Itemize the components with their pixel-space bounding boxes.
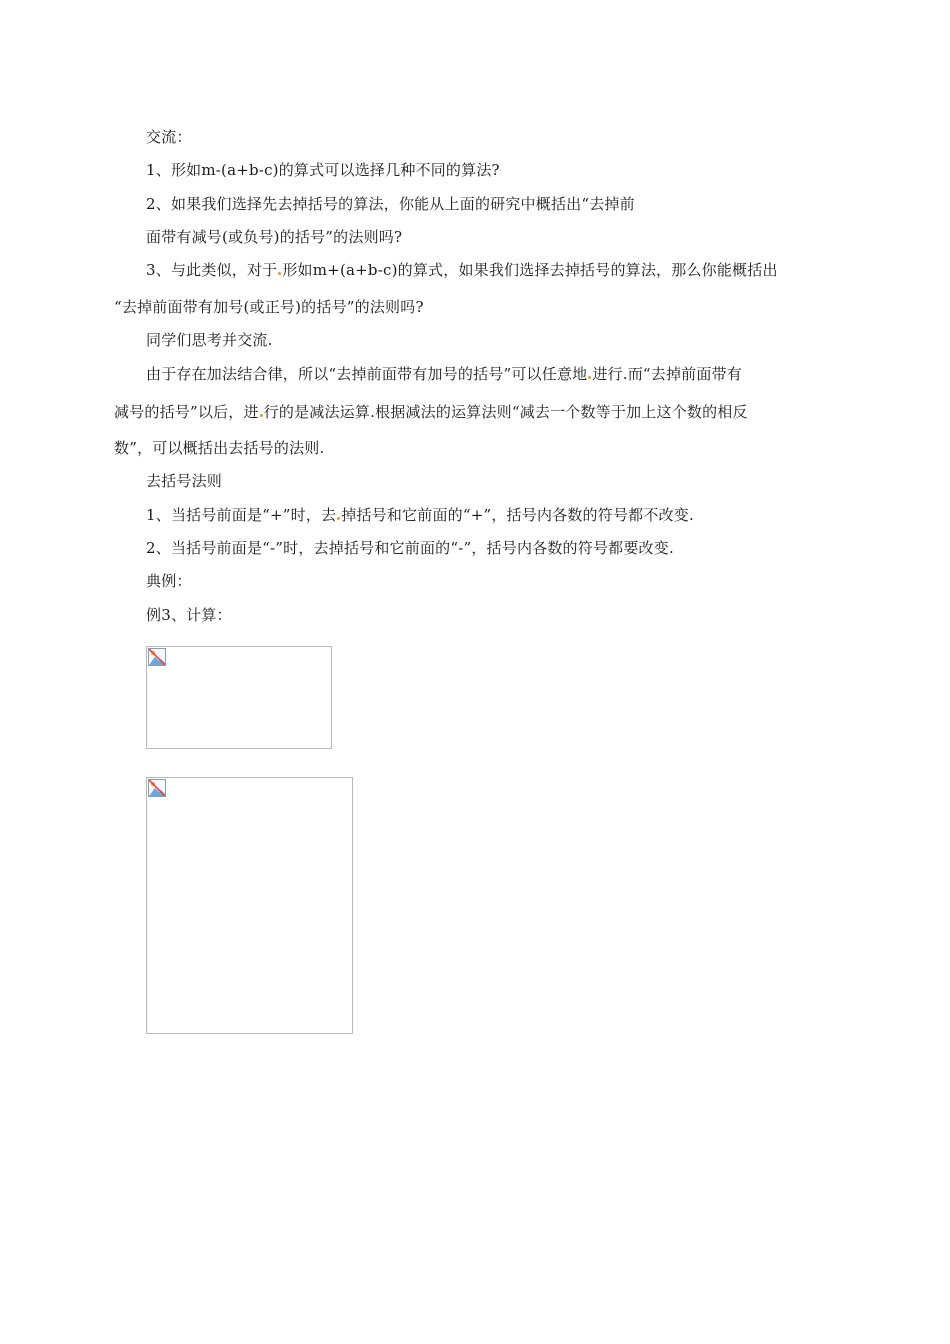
think-and-exchange: 同学们思考并交流. (146, 331, 273, 349)
explanation-line-2: 减号的括号”以后，进 行的是减法运算.根据减法的运算法则“减去一个数等于加上这个数的相反 (114, 403, 748, 421)
explanation-line-3: 数”，可以概括出去括号的法则. (114, 439, 325, 457)
rule-2: 2、当括号前面是“-”时，去掉括号和它前面的“-”，括号内各数的符号都要改变. (146, 539, 674, 557)
rule-1: 1、当括号前面是“+”时，去 掉括号和它前面的“+”，括号内各数的符号都不改变. (146, 506, 694, 524)
broken-image-icon (148, 648, 166, 666)
example-3-label: 例3、计算： (146, 606, 232, 624)
heading-exchange: 交流： (146, 128, 192, 146)
anchor-mark (260, 414, 263, 417)
question-1: 1、形如m-(a+b-c)的算式可以选择几种不同的算法? (146, 161, 500, 179)
explanation-line-1: 由于存在加法结合律，所以“去掉前面带有加号的括号”可以任意地 进行.而“去掉前面带有 (146, 365, 742, 383)
question-2-line-2: 面带有减号(或负号)的括号”的法则吗? (146, 228, 403, 246)
anchor-mark (278, 272, 281, 275)
anchor-mark (337, 517, 340, 520)
rule-heading: 去括号法则 (146, 472, 223, 490)
image-placeholder-1 (146, 646, 332, 749)
image-placeholder-2 (146, 777, 353, 1034)
question-3-line-2: “去掉前面带有加号(或正号)的括号”的法则吗? (114, 298, 424, 316)
examples-heading: 典例： (146, 572, 192, 590)
broken-image-icon (148, 779, 166, 797)
anchor-mark (588, 376, 591, 379)
question-3-line-1: 3、与此类似，对于 形如m+(a+b-c)的算式，如果我们选择去掉括号的算法，那么你能概括出 (146, 261, 778, 279)
question-2-line-1: 2、如果我们选择先去掉括号的算法，你能从上面的研究中概括出“去掉前 (146, 195, 635, 213)
